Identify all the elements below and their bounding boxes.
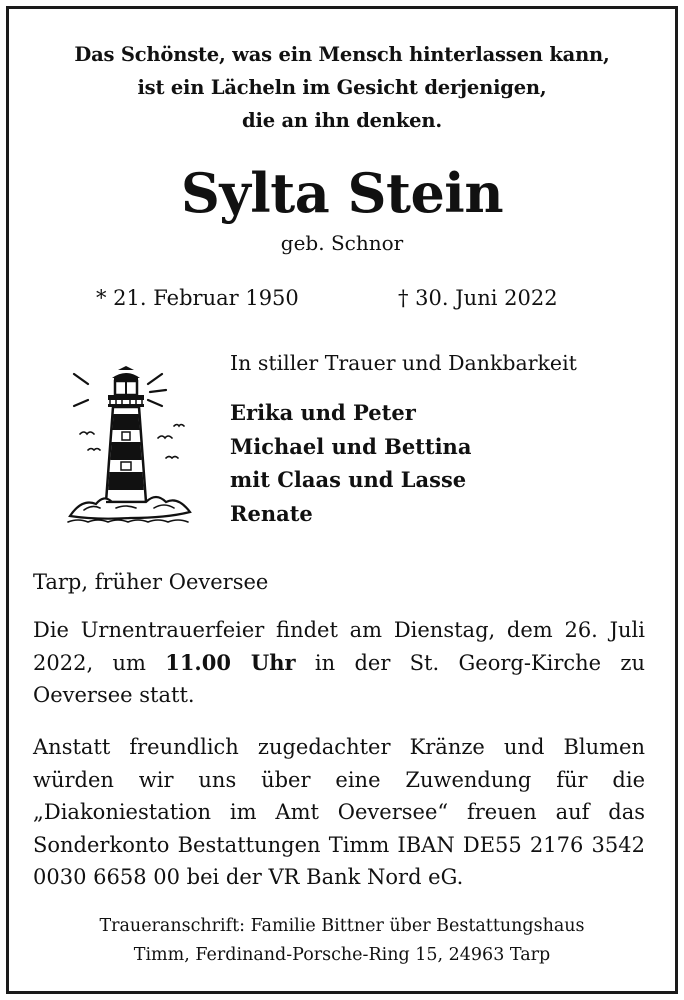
place-of-residence: Tarp, früher Oeversee — [33, 570, 269, 594]
address-line: Timm, Ferdinand-Porsche-Ring 15, 24963 Tarp — [133, 945, 551, 965]
mourning-intro: In stiller Trauer und Dankbarkeit — [230, 351, 577, 375]
mourner-list — [230, 396, 471, 530]
ceremony-time: 11.00 Uhr — [165, 649, 296, 675]
birth-date: * 21. Februar 1950 — [96, 286, 299, 310]
death-date: † 30. Juni 2022 — [398, 286, 558, 310]
mourning-address — [0, 912, 684, 970]
mourner-name: Michael und Bettina — [230, 433, 472, 459]
quote-line: die an ihn denken. — [242, 109, 442, 132]
ceremony-text-before: Die Urnentrauerfeier findet am Dienstag, dem 26. Juli 2022, um — [33, 618, 645, 675]
ceremony-notice — [33, 614, 645, 712]
mourner-name: Renate — [230, 500, 313, 526]
quote-line: Das Schönste, was ein Mensch hinterlassen kann, — [74, 43, 610, 66]
quote-line: ist ein Lächeln im Gesicht derjenigen, — [137, 76, 547, 99]
memorial-quote — [0, 38, 684, 137]
mourner-name: Erika und Peter — [230, 400, 416, 425]
deceased-name: Sylta Stein — [180, 161, 504, 225]
ceremony-text-after: in der St. Georg-Kirche zu Oeversee statt. — [33, 650, 645, 707]
donation-notice: Anstatt freundlich zugedachter Kränze und Blumen würden wir uns über eine Zuwendung für die „Diakoniestation im Amt Oeversee“ freuen auf das Sonderkonto Bestattungen Timm IBAN DE55 2176 3542 0030 6658 00 bei der VR Bank Nord eG. — [33, 735, 645, 889]
mourner-name: mit Claas und Lasse — [230, 467, 467, 492]
maiden-name: geb. Schnor — [280, 231, 404, 255]
lighthouse-icon — [66, 366, 196, 526]
address-line: Traueranschrift: Familie Bittner über Bestattungshaus — [99, 916, 585, 936]
